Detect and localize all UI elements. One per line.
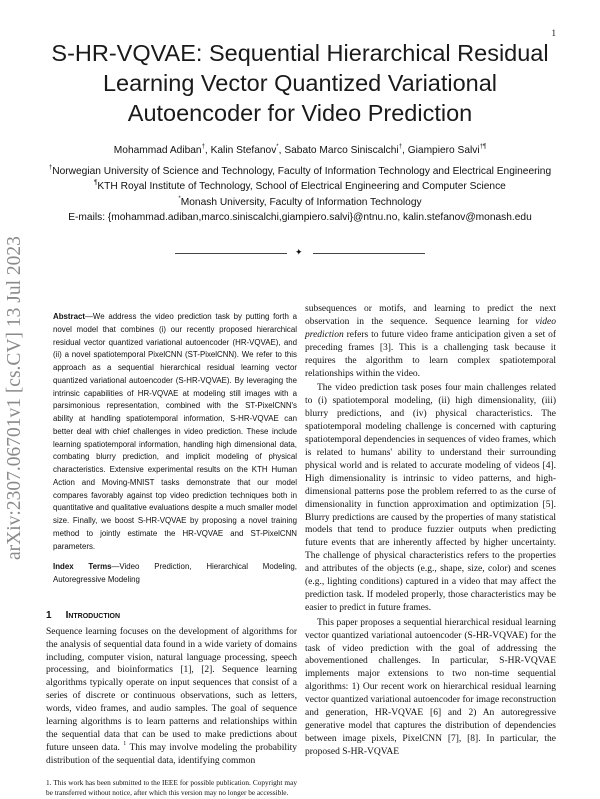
affiliations [40, 164, 560, 225]
author-mark: † [398, 144, 403, 150]
author: Giampiero Salvi [407, 145, 480, 156]
footnote-mark: 1 [123, 740, 127, 747]
affiliation-mark: † [48, 165, 53, 171]
paper-title: S-HR-VQVAE: Sequential Hierarchical Residual Learning Vector Quantized Variational Autoencoder for Video Prediction [51, 40, 549, 126]
intro-text: This may involve modeling the probability distribution of the sequential data, identifying common [46, 742, 298, 766]
paragraph: The video prediction task poses four main challenges related to (i) spatiotemporal modeling, (ii) high dimensionality, (iii) blurry predictions, and (iv) physical characteristics. The spatiotemporal modeling challenge is concerned with capturing spatiotemporal dependencies in sequences of video frames, which is related to humans' ability to understand their surrounding physical world and is related to accurate modeling of videos [4]. High dimensionality is intrinsic to video patterns, and high-dimensional patterns pose the problem referred to as the curse of dimensionality in function approximation and optimization [5]. Blurry predictions are caused by the properties of many statistical models that tend to produce fuzzier outputs when predicting future events that are inherently affected by higher uncertainty. The challenge of physical characteristics refers to the properties and attributes of the objects (e.g., shape, size, color) and scenes (e.g., lighting conditions) captured in a video that may affect the prediction task. If modeled properly, those characteristics may be easier to predict in future frames. [305, 383, 556, 613]
affiliation [40, 195, 560, 210]
abstract [53, 311, 297, 595]
intro-paragraph [46, 626, 297, 768]
author: Mohammad Adiban [113, 145, 202, 156]
author-mark: † [201, 144, 205, 150]
left-column [46, 311, 297, 799]
author-mark: †¶ [479, 144, 487, 150]
page-number: 1 [551, 28, 556, 38]
paragraph: This paper proposes a sequential hierarchical residual learning vector quantized variational autoencoder (S-HR-VQVAE) for the task of video prediction with the goal of addressing the abovementioned challenges. In particular, S-HR-VQVAE implements major extensions to two non-time sequential algorithms: 1) Our recent work on hierarchical residual learning vector quantized variational autoencoder for image reconstruction and generation, HR-VQVAE [6] and 2) An autoregressive generative model that captures the distribution of dependencies between image pixels, PixelCNN [7], [8]. In particular, the proposed S-HR-VQVAE [305, 617, 556, 757]
divider-line [313, 253, 425, 254]
affiliation-text: KTH Royal Institute of Technology, School of Electrical Engineering and Computer Science [97, 181, 506, 193]
divider-line [175, 253, 287, 254]
diamond-icon: ✦ [295, 248, 303, 259]
right-column [305, 303, 556, 759]
abstract-text: —We address the video prediction task by putting forth a novel model that combines (i) our recently proposed hierarchical residual vector quantized variational autoencoder (HR-VQVAE), and (ii) a novel spatiotemporal PixelCNN (ST-PixelCNN). We refer to this approach as a sequential hierarchical residual learning vector quantized variational autoencoder (S-HR-VQVAE). By leveraging the intrinsic capabilities of HR-VQVAE at modeling still images with a parsimonious representation, combined with the ST-PixelCNN's ability at handling spatiotemporal information, S-HR-VQVAE can better deal with chief challenges in video prediction. These include learning spatiotemporal information, handling high dimensional data, combating blurry prediction, and implicit modeling of physical characteristics. Extensive experimental results on the KTH Human Action and Moving-MNIST tasks demonstrate that our model compares favorably against top video prediction techniques both in quantitative and qualitative evaluations despite a much smaller model size. Finally, we boost S-HR-VQVAE by proposing a novel training method to jointly estimate the HR-VQVAE and ST-PixelCNN parameters. [53, 312, 297, 551]
index-terms-label: Index Terms [53, 562, 112, 572]
arxiv-stamp: arXiv:2307.06701v1 [cs.CV] 13 Jul 2023 [4, 236, 25, 560]
footnote: 1. This work has been submitted to the IEEE for possible publication. Copyright may be transferred without notice, after which this version may no longer be accessible. [46, 777, 297, 798]
section-number: 1 [46, 609, 52, 621]
affiliation [40, 164, 560, 179]
index-terms [53, 561, 297, 587]
abstract-label: Abstract [53, 312, 86, 321]
intro-text: Sequence learning focuses on the development of algorithms for the analysis of sequential data found in a wide variety of domains including, computer vision, natural language processing, speech processing, and bioinformatics [1], [2]. Sequence learning algorithms typically operate on input sequences that consist of a series of discrete or continuous observations, such as letters, words, video frames, and audio samples. The goal of sequence learning algorithms is to learn patterns and relationships within the sequential data that can be used to make predictions about future unseen data. [46, 626, 297, 753]
index-terms-text: —Video Prediction, Hierarchical Modeling, Autoregressive Modeling [53, 562, 297, 584]
affiliation-text: Monash University, Faculty of Information Technology [180, 196, 422, 208]
paragraph-text: refers to future video frame anticipation given a set of preceding frames [3]. This is a challenging task because it requires the algorithm to learn complex spatiotemporal relationships within the video. [305, 329, 556, 379]
title-divider [175, 247, 425, 259]
intro-column [46, 626, 297, 768]
section-title: Introduction [65, 609, 121, 621]
paragraph [305, 303, 556, 380]
paper-header [40, 38, 560, 259]
emphasis-text: video prediction [305, 316, 556, 340]
affiliation-mark: * [178, 195, 181, 202]
section-heading [46, 609, 297, 623]
paragraph-text: subsequences or motifs, and learning to predict the next observation in the sequence. Sequence learning for [305, 304, 556, 327]
affiliation-text: Norwegian University of Science and Technology, Faculty of Information Technology and Electrical Engineering [52, 166, 552, 177]
author-list: Mohammad Adiban†, Kalin Stefanov*, Sabato Marco Siniscalchi†, Giampiero Salvi†¶ [113, 144, 487, 156]
affiliation [40, 179, 560, 194]
emails: E-mails: {mohammad.adiban,marco.siniscalchi,giampiero.salvi}@ntnu.no, kalin.stefanov@monash.edu [68, 211, 532, 223]
affiliation-mark: ¶ [94, 180, 98, 187]
abstract-paragraph [53, 311, 297, 553]
author: Kalin Stefanov [210, 145, 277, 156]
author-mark: * [276, 144, 279, 150]
author: Sabato Marco Siniscalchi [284, 145, 399, 156]
